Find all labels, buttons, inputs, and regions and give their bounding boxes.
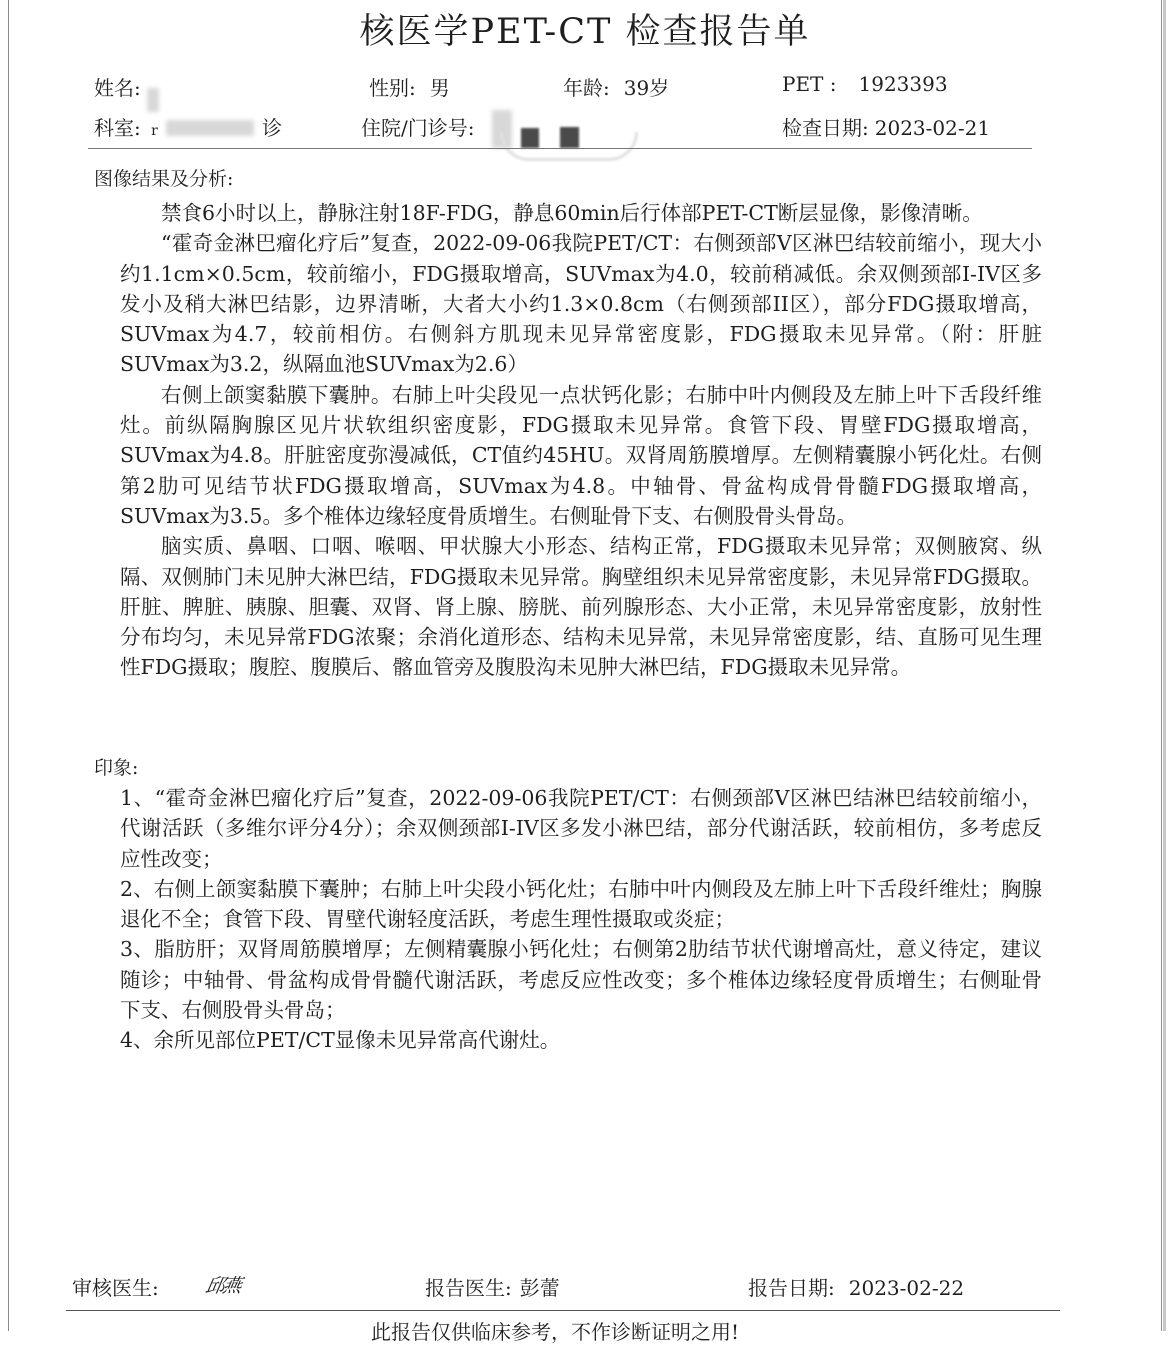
report-date-label: 报告日期:	[748, 1276, 835, 1300]
age-label: 年龄:	[563, 76, 610, 100]
impression-body	[120, 783, 1042, 1056]
page-right-shadow	[1163, 0, 1166, 1331]
findings-paragraph: 右侧上颌窦黏膜下囊肿。右肺上叶尖段见一点状钙化影；右肺中叶内侧段及左肺上叶下舌段纤维灶。前纵隔胸腺区见片状软组织密度影，FDG摄取未见异常。食管下段、胃壁FDG摄取增高，SUVmax为4.8。肝脏密度弥漫减低，CT值约45HU。双肾周筋膜增厚。左侧精囊腺小钙化灶。右侧第2肋可见结节状FDG摄取增高，SUVmax为4.8。中轴骨、骨盆构成骨骨髓FDG摄取增高，SUVmax为3.5。多个椎体边缘轻度骨质增生。右侧耻骨下支、右侧股骨头骨岛。	[120, 382, 1042, 528]
reviewer-field	[72, 1272, 159, 1301]
findings-paragraph: 脑实质、鼻咽、口咽、喉咽、甲状腺大小形态、结构正常，FDG摄取未见异常；双侧腋窝、纵隔、双侧肺门未见肿大淋巴结，FDG摄取未见异常。胸壁组织未见异常密度影，未见异常FDG摄取。肝脏、脾脏、胰腺、胆囊、双肾、肾上腺、膀胱、前列腺形态、大小正常，未见异常密度影，放射性分布均匀，未见异常FDG浓聚；余消化道形态、结构未见异常，未见异常密度影，结、直肠可见生理性FDG摄取；腹腔、腹膜后、髂血管旁及腹股沟未见肿大淋巴结，FDG摄取未见异常。	[120, 534, 1042, 680]
redacted-inpatient-number-smudge	[500, 132, 638, 161]
disclaimer-text: 此报告仅供临床参考，不作诊断证明之用!	[370, 1320, 740, 1344]
age-value: 39岁	[623, 76, 670, 100]
pet-field	[782, 72, 948, 96]
report-date-field	[748, 1272, 964, 1301]
footer-divider	[66, 1310, 1060, 1311]
department-partial-start: r	[151, 123, 158, 139]
pet-value: 1923393	[858, 72, 948, 96]
inpatient-label: 住院/门诊号:	[361, 116, 475, 140]
findings-paragraph: “霍奇金淋巴瘤化疗后”复查，2022-09-06我院PET/CT：右侧颈部V区淋巴结较前缩小，现大小约1.1cm×0.5cm，较前缩小，FDG摄取增高，SUVmax为4.0，较前稍减低。余双侧颈部I-IV区多发小及稍大淋巴结影，边界清晰，大者大小约1.3×0.8cm（右侧颈部II区），部分FDG摄取增高，SUVmax为4.7，较前相仿。右侧斜方肌现未见异常密度影，FDG摄取未见异常。（附：肝脏SUVmax为3.2，纵隔血池SUVmax为2.6）	[120, 231, 1042, 377]
exam-date-value: 2023-02-21	[874, 116, 991, 140]
name-field	[94, 72, 141, 101]
report-title: 核医学PET-CT 检查报告单	[359, 12, 811, 52]
name-label: 姓名:	[94, 76, 141, 100]
page-right-border	[1161, 0, 1162, 1331]
gender-value: 男	[429, 76, 450, 100]
findings-heading: 图像结果及分析:	[94, 168, 234, 190]
redacted-name	[147, 88, 159, 112]
reporter-value: 彭蕾	[519, 1276, 560, 1300]
age-field	[563, 72, 669, 101]
exam-date-label: 检查日期:	[782, 116, 869, 140]
findings-body	[120, 198, 1042, 683]
impression-item: 2、右侧上颌窦黏膜下囊肿；右肺上叶尖段小钙化灶；右肺中叶内侧段及左肺上叶下舌段纤维灶；胸腺退化不全；食管下段、胃壁代谢轻度活跃，考虑生理性摄取或炎症；	[120, 876, 1042, 932]
redacted-department	[166, 120, 254, 136]
page-left-border	[8, 0, 9, 1331]
impression-item: 1、“霍奇金淋巴瘤化疗后”复查，2022-09-06我院PET/CT：右侧颈部V区淋巴结淋巴结较前缩小，代谢活跃（多维尔评分4分）；余双侧颈部I-IV区多发小淋巴结，部分代谢活跃，较前相仿，多考虑反应性改变；	[120, 786, 1042, 871]
impression-heading: 印象:	[94, 757, 139, 779]
reporter-label: 报告医生:	[425, 1276, 512, 1300]
header-divider	[88, 148, 1032, 149]
department-label: 科室:	[94, 116, 141, 140]
report-date-value: 2023-02-22	[848, 1276, 965, 1300]
impression-item: 3、脂肪肝；双肾周筋膜增厚；左侧精囊腺小钙化灶；右侧第2肋结节状代谢增高灶，意义待定，建议随诊；中轴骨、骨盆构成骨骨髓代谢活跃，考虑反应性改变；多个椎体边缘轻度骨质增生；右侧耻骨下支、右侧股骨头骨岛；	[120, 937, 1042, 1023]
impression-item: 4、余所见部位PET/CT显像未见异常高代谢灶。	[120, 1028, 561, 1053]
reporter-field	[425, 1272, 560, 1301]
findings-paragraph: 禁食6小时以上，静脉注射18F-FDG，静息60min后行体部PET-CT断层显像，影像清晰。	[161, 201, 983, 225]
inpatient-field	[361, 112, 474, 141]
department-partial-end: 诊	[262, 116, 283, 140]
gender-field	[369, 72, 450, 101]
reviewer-label: 审核医生:	[72, 1276, 159, 1300]
exam-date-field	[782, 112, 990, 141]
pet-label: PET :	[782, 72, 837, 96]
gender-label: 性别:	[369, 76, 416, 100]
reviewer-signature: 邱燕	[203, 1275, 242, 1297]
